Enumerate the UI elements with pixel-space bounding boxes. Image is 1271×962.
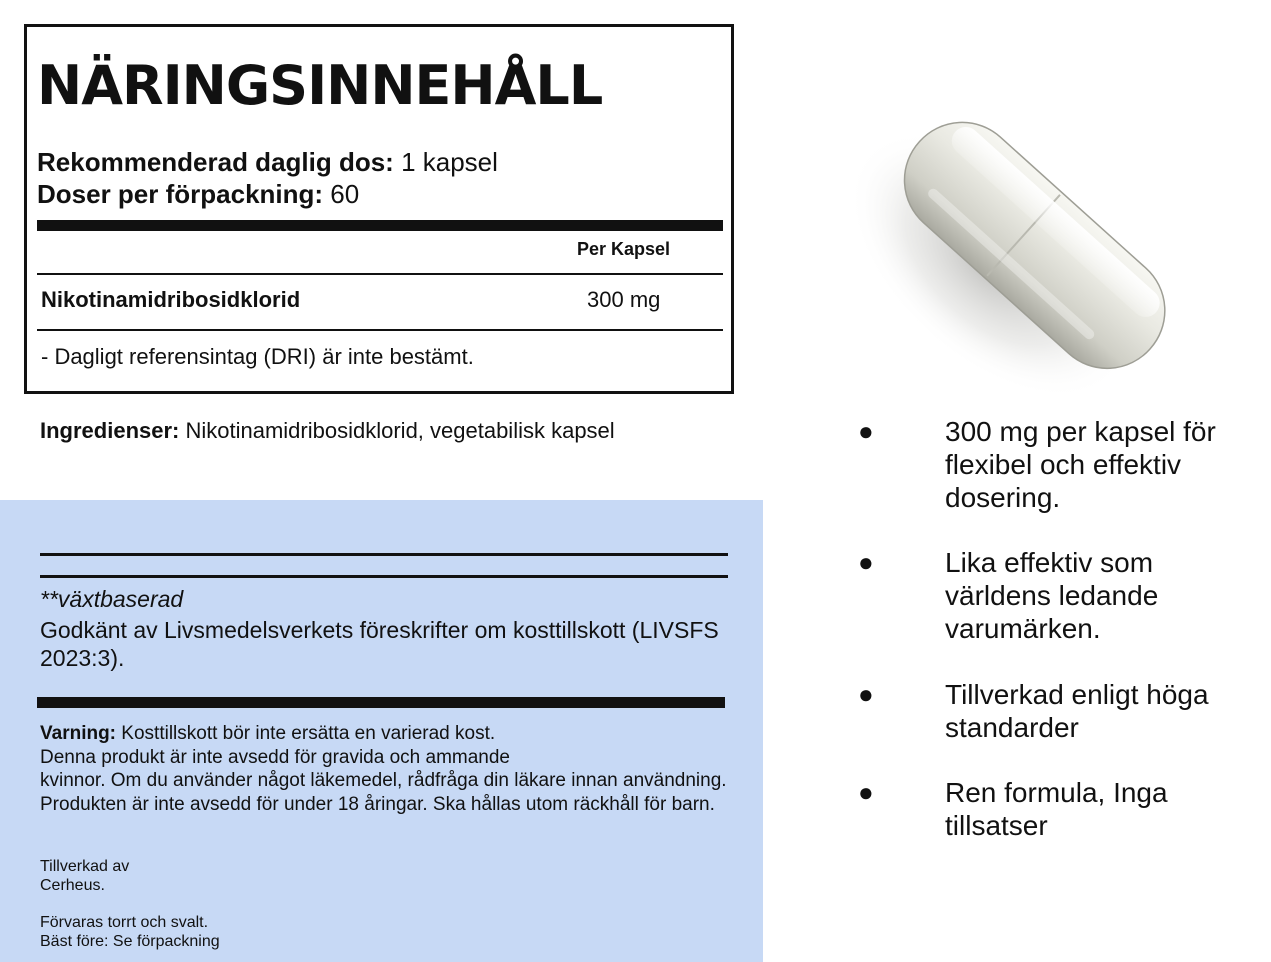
storage-text: Förvaras torrt och svalt. [40,914,209,931]
per-capsule-header: Per Kapsel [577,239,671,259]
warning-label: Varning: [40,723,117,744]
recommended-dose-label: Rekommenderad daglig dos: [37,147,394,177]
servings-value: 60 [323,179,360,209]
nutrition-title: NÄRINGSINNEHÅLL [37,54,603,117]
info-panel [0,500,763,962]
best-before-text: Bäst före: Se förpackning [40,933,220,950]
servings-per-pack [37,181,359,207]
benefit-text: Ren formula, Inga tillsatser [945,777,1168,841]
approval-text: Godkänt av Livsmedelsverkets föreskrifter om kosttillskott (LIVSFS 2023:3). [40,617,719,671]
bullet-icon: ● [858,679,874,709]
ingredients-line [40,418,615,444]
manufacturer-label: Tillverkad av [40,858,130,875]
divider [37,329,723,331]
thick-divider [37,220,723,231]
ingredients-value: Nikotinamidribosidklorid, vegetabilisk kapsel [179,418,615,443]
manufacturer-note [40,857,129,895]
benefit-text: Tillverkad enligt höga standarder [945,679,1209,743]
nutrition-facts-box [24,24,734,394]
thick-divider [37,697,725,708]
capsule-illustration [820,90,1220,410]
recommended-dose-value: 1 kapsel [393,147,498,177]
divider [40,575,728,578]
warning-line: Kosttillskott bör inte ersätta en varierad kost. [116,723,496,744]
servings-label: Doser per förpackning: [37,179,324,209]
recommended-dose [37,149,498,175]
nutrient-amount: 300 mg [587,287,661,312]
ingredients-label: Ingredienser: [40,418,180,443]
storage-note [40,913,220,951]
divider [37,273,723,275]
benefit-text: 300 mg per kapsel för flexibel och effektiv dosering. [945,416,1216,513]
benefit-text: Lika effektiv som världens ledande varumärken. [945,547,1159,644]
divider [40,553,728,556]
warning-text [40,722,740,816]
capsule-image [820,90,1220,410]
dri-footnote: - Dagligt referensintag (DRI) är inte bestämt. [41,344,474,369]
bullet-icon: ● [858,547,874,577]
bullet-icon: ● [858,416,874,446]
nutrient-name: Nikotinamidribosidklorid [41,287,301,312]
warning-line: Denna produkt är inte avsedd för gravida och ammande [40,746,510,768]
plant-based-note: **växtbaserad [40,586,184,612]
warning-line: kvinnor. Om du använder något läkemedel, rådfråga din läkare innan användning. Produkten är inte avsedd för under 18 åringar. Ska hållas utom räckhåll för barn. [40,770,727,815]
manufacturer-name: Cerheus. [40,877,105,894]
bullet-icon: ● [858,777,874,807]
